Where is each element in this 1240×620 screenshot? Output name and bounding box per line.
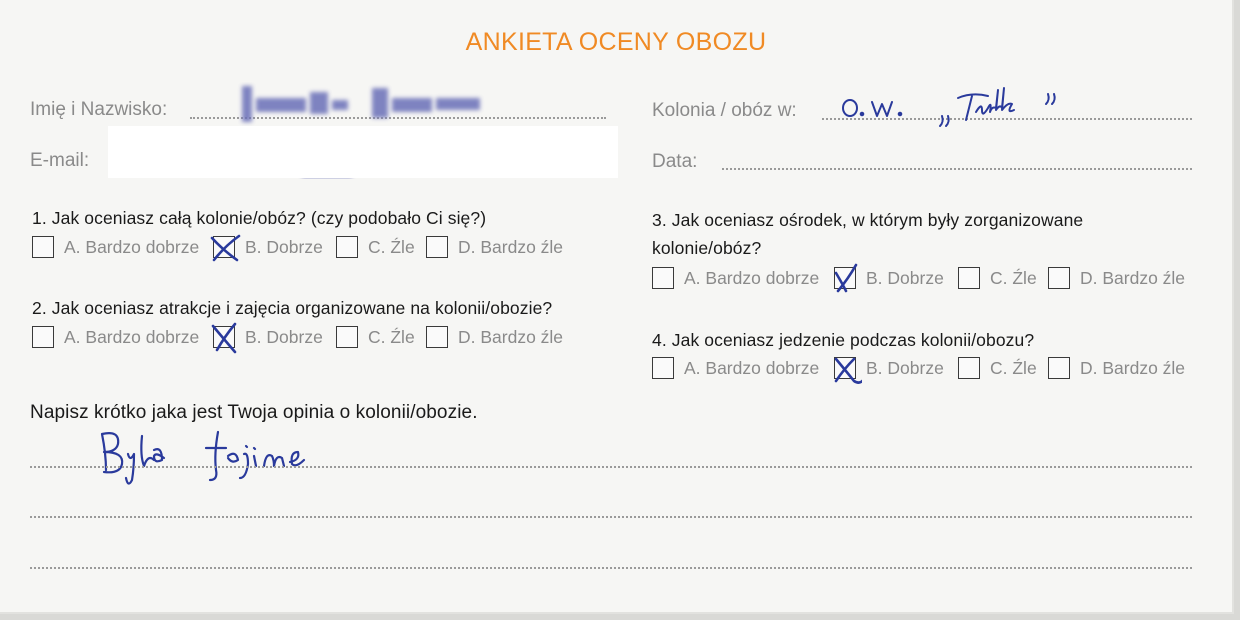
opinion-prompt: Napisz krótko jaka jest Twoja opinia o kolonii/obozie. <box>30 402 478 423</box>
q1-option-b[interactable]: B. Dobrze <box>213 236 323 258</box>
camp-label: Kolonia / obóz w: <box>652 100 797 121</box>
checkbox[interactable] <box>32 236 54 258</box>
q2-option-c[interactable]: C. Źle <box>336 326 415 348</box>
q1-option-a[interactable]: A. Bardzo dobrze <box>32 236 199 258</box>
name-redaction <box>236 80 496 130</box>
cross-mark-icon <box>209 232 241 264</box>
q3-option-d[interactable]: D. Bardzo źle <box>1048 267 1185 289</box>
name-label: Imię i Nazwisko: <box>30 99 168 120</box>
q4-option-a[interactable]: A. Bardzo dobrze <box>652 357 819 379</box>
q4-option-d[interactable]: D. Bardzo źle <box>1048 357 1185 379</box>
q3-option-c[interactable]: C. Źle <box>958 267 1037 289</box>
checkbox[interactable] <box>426 326 448 348</box>
opinion-line-3[interactable] <box>30 567 1192 569</box>
cross-mark-icon <box>830 263 862 295</box>
cross-mark-icon <box>830 353 862 385</box>
q3-option-a[interactable]: A. Bardzo dobrze <box>652 267 819 289</box>
date-label: Data: <box>652 151 698 172</box>
checkbox[interactable] <box>336 236 358 258</box>
question-4: 4. Jak oceniasz jedzenie podczas kolonii/obozu? <box>652 330 1035 350</box>
q2-option-b[interactable]: B. Dobrze <box>213 326 323 348</box>
form-title: ANKIETA OCENY OBOZU <box>465 28 767 56</box>
checkbox[interactable] <box>652 267 674 289</box>
opinion-line-1[interactable] <box>30 466 1192 468</box>
checkbox[interactable] <box>1048 267 1070 289</box>
question-1: 1. Jak oceniasz całą kolonie/obóz? (czy podobało Ci się?) <box>32 208 487 228</box>
question-3-line-2: kolonie/obóz? <box>652 238 762 258</box>
q1-option-d[interactable]: D. Bardzo źle <box>426 236 563 258</box>
checkbox[interactable] <box>958 267 980 289</box>
checkbox-checked[interactable] <box>213 326 235 348</box>
checkbox-checked[interactable] <box>834 357 856 379</box>
opinion-handwriting <box>94 426 334 490</box>
q1-option-c[interactable]: C. Źle <box>336 236 415 258</box>
checkbox[interactable] <box>32 326 54 348</box>
q2-option-d[interactable]: D. Bardzo źle <box>426 326 563 348</box>
checkbox[interactable] <box>426 236 448 258</box>
date-line <box>722 168 1192 170</box>
q4-option-c[interactable]: C. Źle <box>958 357 1037 379</box>
checkbox-checked[interactable] <box>834 267 856 289</box>
q3-option-b[interactable]: B. Dobrze <box>834 267 944 289</box>
camp-handwriting <box>836 86 1076 136</box>
cross-mark-icon <box>209 322 241 354</box>
checkbox[interactable] <box>1048 357 1070 379</box>
q2-option-a[interactable]: A. Bardzo dobrze <box>32 326 199 348</box>
checkbox[interactable] <box>652 357 674 379</box>
question-3-line-1: 3. Jak oceniasz ośrodek, w którym były zorganizowane <box>652 210 1084 230</box>
opinion-line-2[interactable] <box>30 516 1192 518</box>
q4-option-b[interactable]: B. Dobrze <box>834 357 944 379</box>
email-label: E-mail: <box>30 150 90 171</box>
question-2: 2. Jak oceniasz atrakcje i zajęcia organizowane na kolonii/obozie? <box>32 298 553 318</box>
checkbox[interactable] <box>958 357 980 379</box>
checkbox[interactable] <box>336 326 358 348</box>
email-redaction <box>108 126 618 178</box>
checkbox-checked[interactable] <box>213 236 235 258</box>
